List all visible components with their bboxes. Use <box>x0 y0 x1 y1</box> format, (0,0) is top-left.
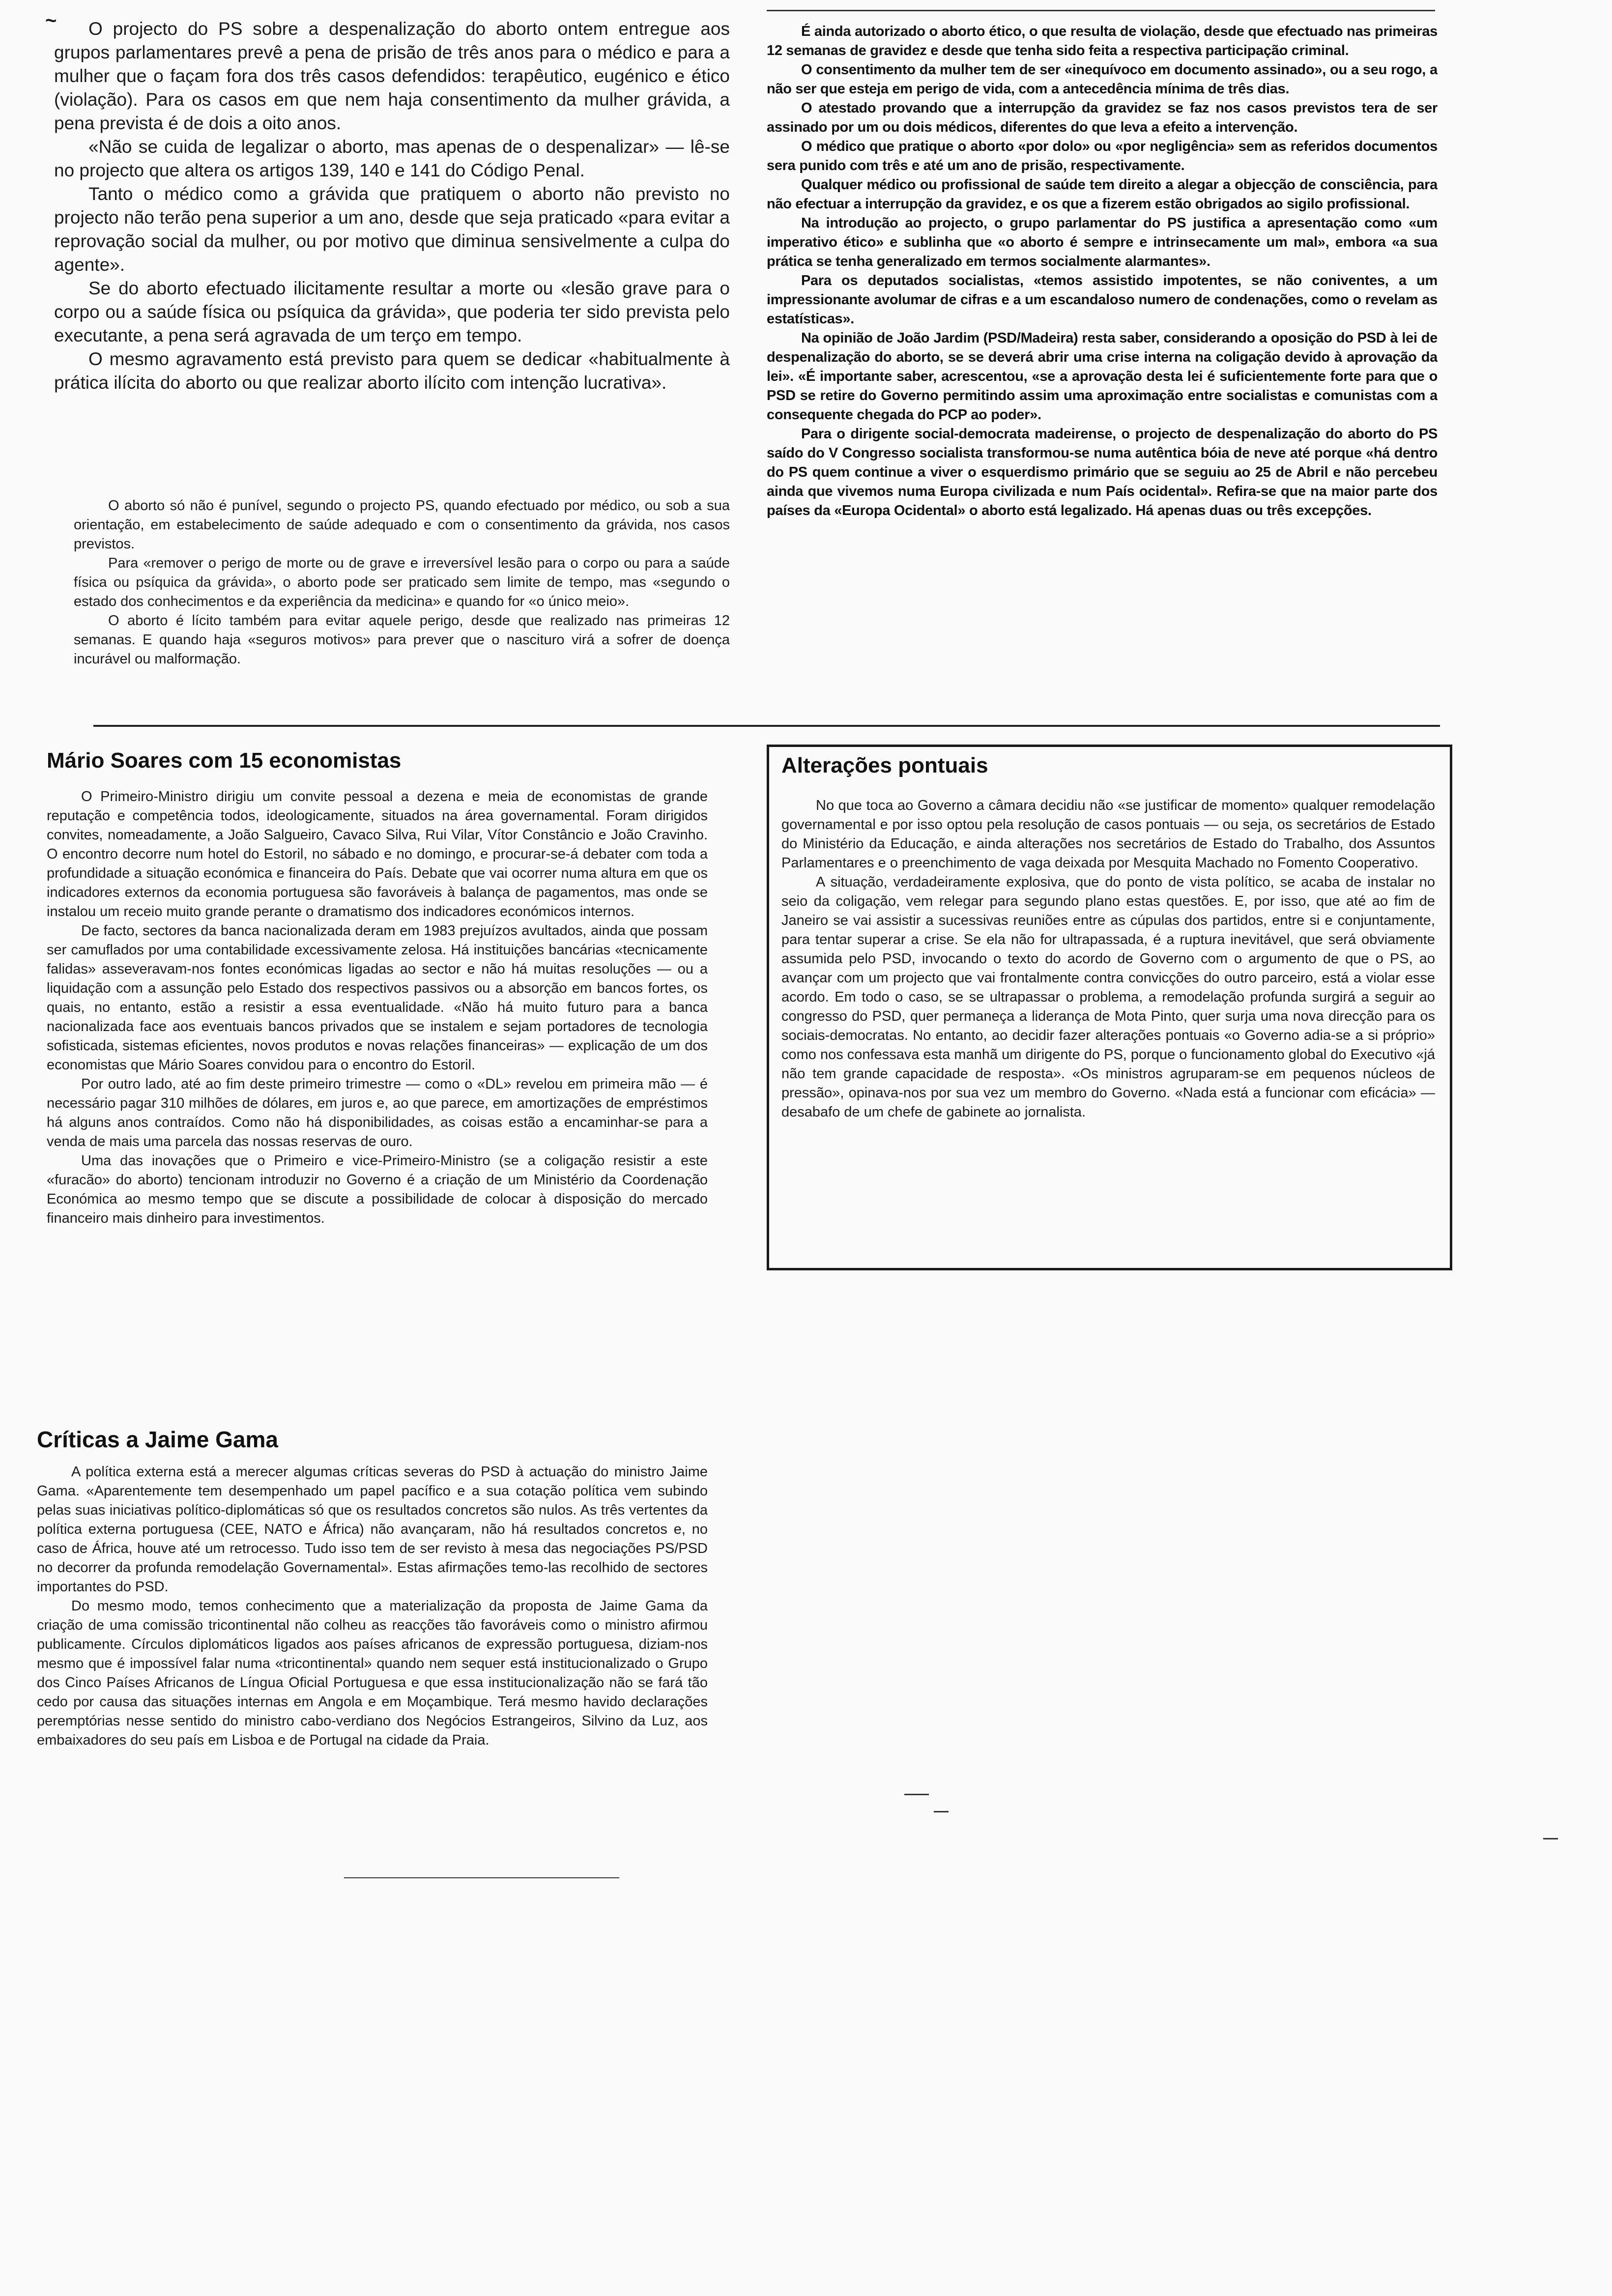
paragraph: O consentimento da mulher tem de ser «inequívoco em documento assinado», ou a seu rogo, a não ser que esteja em perigo de vida, com a antecedência mínima de três dias. <box>767 62 1438 97</box>
paragraph: Para «remover o perigo de morte ou de grave e irreversível lesão para o corpo ou para a saúde física ou psíquica da grávida», o aborto pode ser praticado sem limite de tempo, mas «segundo o estado dos conhecimentos e da experiência da medicina» e quando for «o único meio». <box>74 555 730 609</box>
paragraph: O Primeiro-Ministro dirigiu um convite pessoal a dezena e meia de economistas de grande reputação e competência todos, ideologicamente, situados na área governamental. Foram dirigidos convites, nomeadamente, a João Salgueiro, Cavaco Silva, Rui Vilar, Vítor Constâncio e João Cravinho. O encontro decorre num hotel do Estoril, no sábado e no domingo, e procurar-se-á debater com toda a profundidade a situação económica e financeira do País. Debate que vai ocorrer numa altura em que os indicadores externos da economia portuguesa são favoráveis à balança de pagamentos, mas onde se instalou um receio muito grande perante o dramatismo dos indicadores económicos internos. <box>47 789 708 919</box>
article-title: Críticas a Jaime Gama <box>37 1427 278 1452</box>
section-divider <box>93 725 1440 727</box>
paragraph: O aborto só não é punível, segundo o projecto PS, quando efectuado por médico, ou sob a sua orientação, em estabelecimento de saúde adequado e com o consentimento da grávida, nos casos previstos. <box>74 498 730 552</box>
alteracoes-article <box>781 752 1435 1258</box>
top-left-small-text <box>74 496 730 703</box>
paragraph: O mesmo agravamento está previsto para quem se dedicar «habitualmente à prática ilícita do aborto ou que realizar aborto ilícito com intenção lucrativa». <box>54 349 730 393</box>
paragraph: «Não se cuida de legalizar o aborto, mas apenas de o despenalizar» — lê-se no projecto que altera os artigos 139, 140 e 141 do Código Penal. <box>54 137 730 180</box>
paragraph: A política externa está a merecer algumas críticas severas do PSD à actuação do ministro Jaime Gama. «Aparentemente tem desempenhado um papel pacífico e a sua cotação política vem subindo pelas suas iniciativas político-diplomáticas só que os resultados concretos são nulos. As três vertentes da política externa portuguesa (CEE, NATO e África) não avançaram, não há resultados concretos e, no caso de África, houve até um retrocesso. Tudo isso tem de ser revisto à mesa das negociações PS/PSD no decorrer da profunda remodelação Governamental». Estas afirmações temo-las recolhido de sectores importantes do PSD. <box>37 1464 708 1595</box>
paragraph: É ainda autorizado o aborto ético, o que resulta de violação, desde que efectuado nas primeiras 12 semanas de gravidez e desde que tenha sido feita a respectiva participação criminal. <box>767 24 1438 58</box>
paragraph: Na introdução ao projecto, o grupo parlamentar do PS justifica a apresentação como «um imperativo ético» e sublinha que «o aborto é sempre e intrinsecamente um mal», embora «a sua prática se tenha generalizado em termos socialmente alarmantes». <box>767 215 1438 269</box>
paragraph: O projecto do PS sobre a despenalização do aborto ontem entregue aos grupos parlamentares prevê a pena de prisão de três anos para o médico e para a mulher que o façam fora dos três casos defendidos: terapêutico, eugénico e ético (violação). Para os casos em que nem haja consentimento da mulher grávida, a pena prevista é de dois a oito anos. <box>54 19 730 133</box>
top-left-article <box>54 17 730 509</box>
paragraph: Se do aborto efectuado ilicitamente resultar a morte ou «lesão grave para o corpo ou a saúde física ou psíquica da grávida», que poderia ter sido prevista pelo executante, a pena será agravada de um terço em tempo. <box>54 278 730 345</box>
scan-mark: ~ <box>45 10 57 31</box>
paragraph: No que toca ao Governo a câmara decidiu não «se justificar de momento» qualquer remodelação governamental e por isso optou pela resolução de casos pontuais — ou seja, os secretários de Estado do Ministério da Educação, e ainda alterações nos secretários de Estado do Trabalho, dos Assuntos Parlamentares e o preenchimento de vaga deixada por Mesquita Machado no Fomento Cooperativo. <box>781 798 1435 871</box>
paragraph: Tanto o médico como a grávida que pratiquem o aborto não previsto no projecto não terão pena superior a um ano, desde que seja praticado «para evitar a reprovação social da mulher, ou por motivo que diminua sensivelmente a culpa do agente». <box>54 184 730 275</box>
paragraph: Qualquer médico ou profissional de saúde tem direito a alegar a objecção de consciência, para não efectuar a interrupção da gravidez, e os que a fizerem estão obrigados ao sigilo profissional. <box>767 177 1438 212</box>
paragraph: O atestado provando que a interrupção da gravidez se faz nos casos previstos tera de ser assinado por um ou dois médicos, diferentes do que leva a efeito a intervenção. <box>767 100 1438 135</box>
paragraph: A situação, verdadeiramente explosiva, que do ponto de vista político, se acaba de instalar no seio da coligação, vem relegar para segundo plano estas questões. E, por isso, que até ao fim de Janeiro se vai assistir a sucessivas reuniões entre as cúpulas dos partidos, entre si e conjuntamente, para tentar superar a crise. Se ela não for ultrapassada, é a ruptura inevitável, que será obviamente assumida pelo PSD, invocando o texto do acordo de Governo com o argumento de que o PS, ao avançar com um projecto que vai frontalmente contra convicções do outro parceiro, está a violar esse acordo. Em todo o caso, se se ultrapassar o problema, a remodelação profunda surgirá a seguir ao congresso do PSD, quer permaneça a liderança de Mota Pinto, quer surja uma nova direcção para os sociais-democratas. No entanto, ao decidir fazer alterações pontuais «o Governo adia-se a si próprio» como nos confessava esta manhã um dirigente do PS, porque o funcionamento global do Executivo «já não tem grande capacidade de resposta». «Os ministros agruparam-se em pequenos núcleos de pressão», opinava-nos por sua vez um membro do Governo. «Nada está a funcionar com eficácia» — desabafo de um chefe de gabinete ao jornalista. <box>781 874 1435 1120</box>
scan-mark <box>1543 1838 1558 1839</box>
scan-mark <box>904 1794 929 1795</box>
jaime-gama-article <box>37 1425 708 1867</box>
scan-mark <box>934 1811 949 1812</box>
paragraph: O médico que pratique o aborto «por dolo» ou «por negligência» sem as referidos documentos sera punido com três e até um ano de prisão, respectivamente. <box>767 139 1438 173</box>
top-right-article <box>767 22 1438 710</box>
paragraph: De facto, sectores da banca nacionalizada deram em 1983 prejuízos avultados, ainda que possam ser camuflados por uma contabilidade excessivamente zelosa. Há instituições bancárias «tecnicamente falidas» asseveravam-nos fontes económicas ligadas ao sector e não há muitas resoluções — ou a liquidação com a assunção pelo Estado dos respectivos passivos ou a absorção em bancos fortes, os quais, no entanto, estão a resistir a essa eventualidade. «Não há muito futuro para a banca nacionalizada face aos eventuais bancos privados que se instalem e sejam portadores de tecnologia sofisticada, sistemas eficientes, novos produtos e novas relações financeiras» — explicação de um dos economistas que Mário Soares convidou para o encontro do Estoril. <box>47 923 708 1073</box>
top-left-main-text <box>54 17 730 395</box>
scan-streak <box>344 1877 619 1878</box>
paragraph: Uma das inovações que o Primeiro e vice-Primeiro-Ministro (se a coligação resistir a este «furacão» do aborto) tencionam introduzir no Governo é a criação de um Ministério da Coordenação Económica ao mesmo tempo que se discute a possibilidade de colocar à disposição do mercado financeiro mais dinheiro para investimentos. <box>47 1153 708 1226</box>
economists-article <box>47 747 708 1401</box>
paragraph: Para os deputados socialistas, «temos assistido impotentes, se não coniventes, a um impressionante avolumar de cifras e a um escandaloso numero de condenações, como o revelam as estatísticas». <box>767 273 1438 327</box>
article-title: Alterações pontuais <box>781 753 988 777</box>
article-title: Mário Soares com 15 economistas <box>47 748 402 773</box>
paragraph: O aborto é lícito também para evitar aquele perigo, desde que realizado nas primeiras 12 semanas. E quando haja «seguros motivos» para prever que o nascituro virá a sofrer de doença incurável ou malformação. <box>74 613 730 667</box>
paragraph: Do mesmo modo, temos conhecimento que a materialização da proposta de Jaime Gama da criação de uma comissão tricontinental não colheu as reacções tão favoráveis como o ministro afirmou publicamente. Círculos diplomáticos ligados aos países africanos de expressão portuguesa, diziam-nos mesmo que é impossível falar numa «tricontinental» quando nem sequer está institucionalizado o Grupo dos Cinco Países Africanos de Língua Oficial Portuguesa e que essa institucionalização não se fará tão cedo por causa das situações internas em Angola e em Moçambique. Terá mesmo havido declarações peremptórias nesse sentido do ministro cabo-verdiano dos Negócios Estrangeiros, Silvino da Luz, aos embaixadores do seu país em Lisboa e de Portugal na cidade da Praia. <box>37 1598 708 1748</box>
top-scan-streak <box>767 10 1435 11</box>
paragraph: Por outro lado, até ao fim deste primeiro trimestre — como o «DL» revelou em primeira mão — é necessário pagar 310 milhões de dólares, em juros e, ao que parece, em amortizações de empréstimos há alguns anos contraídos. Como não há disponibilidades, as coisas estão a encaminhar-se para a venda de mais uma parcela das nossas reservas de ouro. <box>47 1076 708 1149</box>
paragraph: Para o dirigente social-democrata madeirense, o projecto de despenalização do aborto do PS saído do V Congresso socialista transformou-se numa autêntica bóia de neve até porque «há dentro do PS quem continue a viver o esquerdismo primário que se seguiu ao 25 de Abril e não percebeu ainda que vivemos numa Europa civilizada e num País ocidental». Refira-se que na maior parte dos países da «Europa Ocidental» o aborto está legalizado. Há apenas duas ou três excepções. <box>767 426 1438 518</box>
paragraph: Na opinião de João Jardim (PSD/Madeira) resta saber, considerando a oposição do PSD à lei de despenalização do aborto, se se deverá abrir uma crise interna na coligação devido à aprovação da lei». «É importante saber, acrescentou, «se a aprovação desta lei é suficientemente forte para que o PSD se retire do Governo permitindo assim uma aproximação entre socialistas e comunistas com a consequente chegada do PCP ao poder». <box>767 330 1438 423</box>
